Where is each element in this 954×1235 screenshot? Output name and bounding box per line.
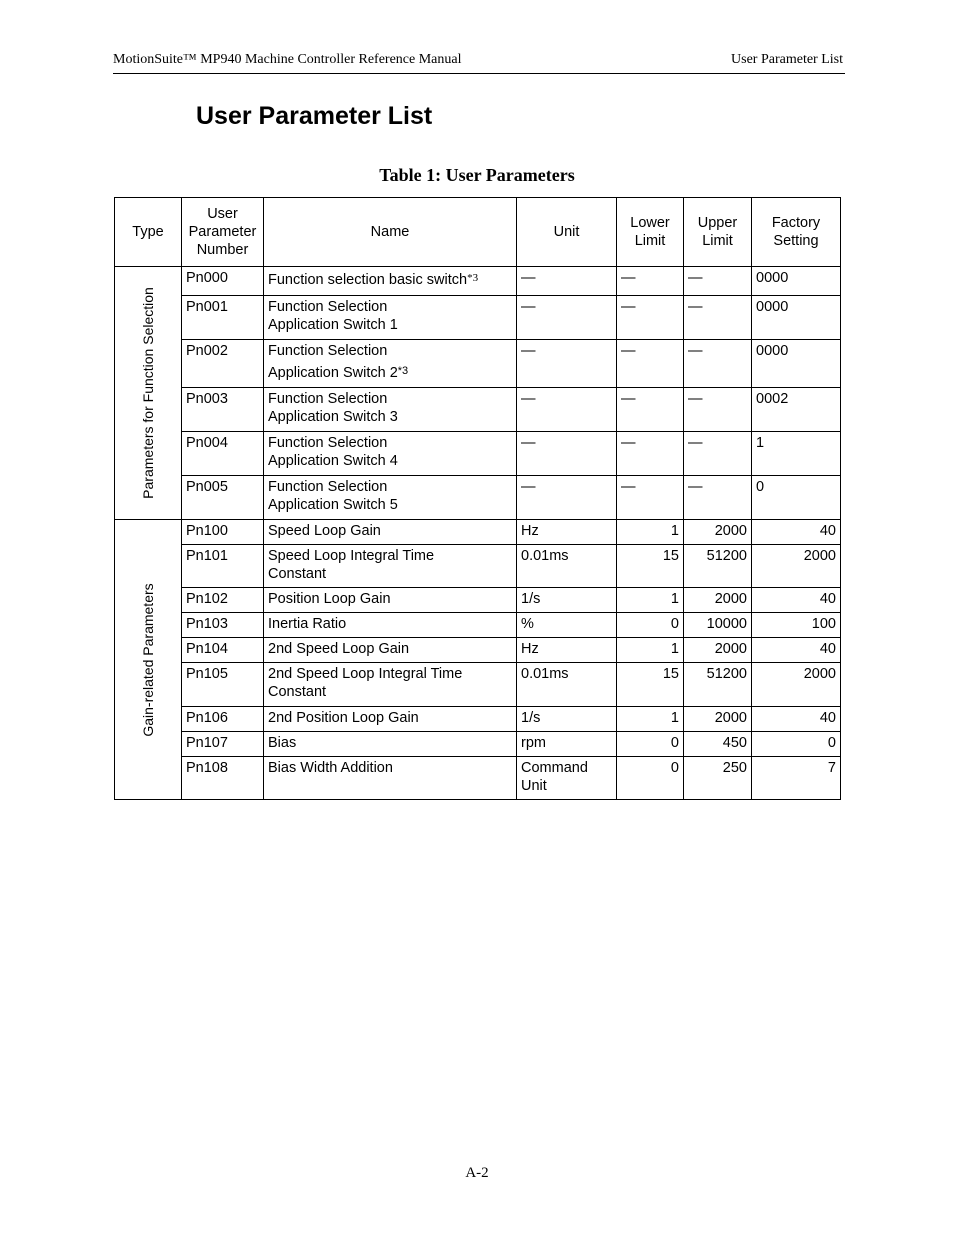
header-manual-title: MotionSuite™ MP940 Machine Controller Reference Manual	[113, 52, 462, 67]
header-lower-limit: Lower Limit	[617, 198, 684, 267]
table-row	[115, 613, 841, 638]
running-header	[113, 52, 845, 74]
param-name: Bias Width Addition	[264, 757, 517, 800]
table-row	[115, 732, 841, 757]
param-lower: 1	[617, 520, 684, 545]
param-factory: 40	[752, 638, 841, 663]
type-cell-function-selection	[115, 267, 182, 520]
table-row	[115, 388, 841, 432]
param-upper: —	[684, 476, 752, 520]
table-row	[115, 588, 841, 613]
param-lower: 1	[617, 588, 684, 613]
header-factory-setting: Factory Setting	[752, 198, 841, 267]
param-lower: —	[617, 388, 684, 432]
param-number: Pn000	[182, 267, 264, 296]
param-lower: —	[617, 340, 684, 388]
param-unit: —	[517, 267, 617, 296]
param-name: 2nd Speed Loop Integral Time Constant	[264, 663, 517, 707]
type-cell-gain-related	[115, 520, 182, 800]
param-lower: 0	[617, 757, 684, 800]
param-number: Pn104	[182, 638, 264, 663]
param-unit: —	[517, 296, 617, 340]
param-factory: 7	[752, 757, 841, 800]
param-unit: rpm	[517, 732, 617, 757]
group-label: Gain-related Parameters	[140, 582, 156, 737]
param-factory: 0000	[752, 296, 841, 340]
param-number: Pn001	[182, 296, 264, 340]
user-parameters-table	[114, 197, 841, 800]
param-lower: —	[617, 296, 684, 340]
param-unit: Command Unit	[517, 757, 617, 800]
param-name: Function Selection Application Switch 2$^{*3}$	[264, 340, 517, 388]
param-number: Pn105	[182, 663, 264, 707]
header-name: Name	[264, 198, 517, 267]
param-factory: 0000	[752, 267, 841, 296]
group-label: Parameters for Function Selection	[140, 287, 156, 499]
param-number: Pn102	[182, 588, 264, 613]
param-lower: 15	[617, 663, 684, 707]
param-upper: 250	[684, 757, 752, 800]
param-unit: —	[517, 476, 617, 520]
param-upper: 2000	[684, 638, 752, 663]
param-number: Pn005	[182, 476, 264, 520]
table-row	[115, 476, 841, 520]
table-row	[115, 707, 841, 732]
footnote-ref: *3	[397, 365, 409, 377]
param-name: Bias	[264, 732, 517, 757]
param-upper: —	[684, 340, 752, 388]
param-number: Pn103	[182, 613, 264, 638]
table-row	[115, 757, 841, 800]
param-number: Pn106	[182, 707, 264, 732]
table-row	[115, 520, 841, 545]
table-row	[115, 267, 841, 296]
param-name: Function Selection Application Switch 5	[264, 476, 517, 520]
table-row	[115, 545, 841, 588]
param-number: Pn107	[182, 732, 264, 757]
param-name: Function Selection Application Switch 1	[264, 296, 517, 340]
param-factory: 0002	[752, 388, 841, 432]
param-upper: 2000	[684, 588, 752, 613]
header-section-title: User Parameter List	[731, 52, 843, 67]
page-title: User Parameter List	[196, 102, 433, 130]
param-number: Pn002	[182, 340, 264, 388]
param-factory: 40	[752, 588, 841, 613]
param-upper: —	[684, 296, 752, 340]
param-unit: 1/s	[517, 707, 617, 732]
param-number: Pn101	[182, 545, 264, 588]
param-lower: 1	[617, 707, 684, 732]
param-factory: 0	[752, 476, 841, 520]
param-number: Pn108	[182, 757, 264, 800]
table-header-row	[115, 198, 841, 267]
param-upper: —	[684, 388, 752, 432]
table-row	[115, 340, 841, 388]
param-factory: 40	[752, 707, 841, 732]
header-number: User Parameter Number	[182, 198, 264, 267]
param-upper: 51200	[684, 545, 752, 588]
param-lower: —	[617, 476, 684, 520]
param-factory: 0	[752, 732, 841, 757]
param-number: Pn004	[182, 432, 264, 476]
footnote-ref: *3	[467, 272, 479, 284]
param-lower: —	[617, 432, 684, 476]
table-caption: Table 1: User Parameters	[379, 165, 575, 185]
param-lower: 0	[617, 732, 684, 757]
header-upper-limit: Upper Limit	[684, 198, 752, 267]
param-name: Inertia Ratio	[264, 613, 517, 638]
page-number: A-2	[465, 1165, 489, 1181]
param-unit: %	[517, 613, 617, 638]
table-row	[115, 432, 841, 476]
param-unit: —	[517, 340, 617, 388]
param-number: Pn003	[182, 388, 264, 432]
param-lower: —	[617, 267, 684, 296]
param-name: Speed Loop Gain	[264, 520, 517, 545]
param-unit: Hz	[517, 638, 617, 663]
param-unit: 0.01ms	[517, 545, 617, 588]
param-name: Function selection basic switch$^{*3}$	[264, 267, 517, 296]
param-upper: 2000	[684, 520, 752, 545]
param-upper: 450	[684, 732, 752, 757]
param-upper: 2000	[684, 707, 752, 732]
param-unit: 0.01ms	[517, 663, 617, 707]
param-number: Pn100	[182, 520, 264, 545]
header-type: Type	[115, 198, 182, 267]
param-lower: 1	[617, 638, 684, 663]
param-unit: 1/s	[517, 588, 617, 613]
param-lower: 0	[617, 613, 684, 638]
param-factory: 1	[752, 432, 841, 476]
param-unit: —	[517, 432, 617, 476]
param-upper: —	[684, 267, 752, 296]
param-name: Function Selection Application Switch 3	[264, 388, 517, 432]
param-name: Position Loop Gain	[264, 588, 517, 613]
param-name: 2nd Speed Loop Gain	[264, 638, 517, 663]
param-upper: 10000	[684, 613, 752, 638]
param-name: Function Selection Application Switch 4	[264, 432, 517, 476]
param-upper: —	[684, 432, 752, 476]
param-factory: 40	[752, 520, 841, 545]
param-upper: 51200	[684, 663, 752, 707]
table-row	[115, 296, 841, 340]
param-name: Speed Loop Integral Time Constant	[264, 545, 517, 588]
param-factory: 100	[752, 613, 841, 638]
header-unit: Unit	[517, 198, 617, 267]
param-unit: —	[517, 388, 617, 432]
param-factory: 2000	[752, 545, 841, 588]
table-row	[115, 663, 841, 707]
param-lower: 15	[617, 545, 684, 588]
table-row	[115, 638, 841, 663]
param-name: 2nd Position Loop Gain	[264, 707, 517, 732]
param-unit: Hz	[517, 520, 617, 545]
param-factory: 2000	[752, 663, 841, 707]
param-factory: 0000	[752, 340, 841, 388]
